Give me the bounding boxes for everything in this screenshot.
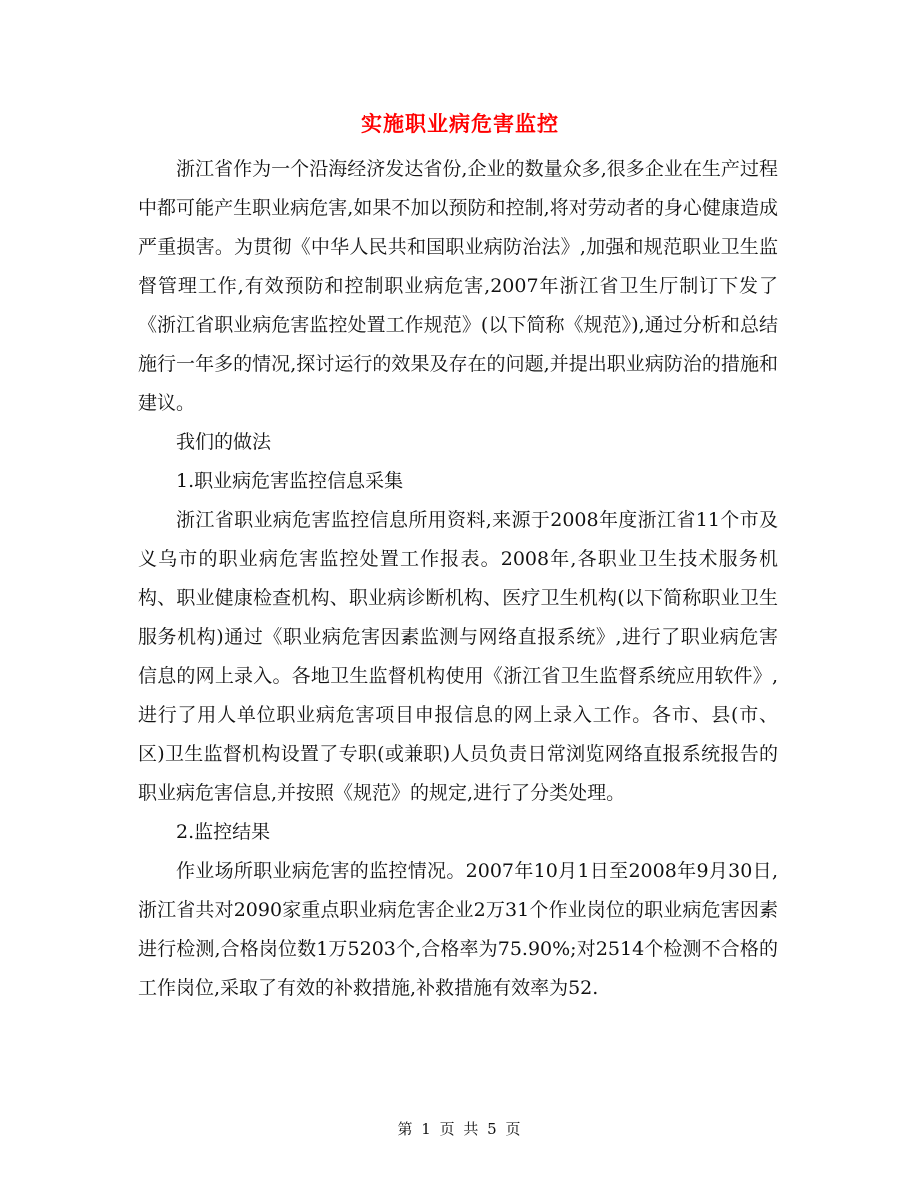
subsection-heading-info-collection: 1.职业病危害监控信息采集 [176, 470, 404, 492]
paragraph-intro: 浙江省作为一个沿海经济发达省份,企业的数量众多,很多企业在生产过程中都可能产生职业病危害,如果不加以预防和控制,将对劳动者的身心健康造成严重损害。为贯彻《中华人民共和国职业病防治法》,加强和规范职业卫生监督管理工作,有效预防和控制职业病危害,2007年浙江省卫生厅制订下发了《浙江省职业病危害监控处置工作规范》(以下简称《规范》),通过分析和总结施行一年多的情况,探讨运行的效果及存在的问题,并提出职业病防治的措施和建议。 [138, 158, 778, 414]
section-heading-approach: 我们的做法 [176, 431, 272, 453]
page-number-footer: 第 1 页 共 5 页 [397, 1120, 523, 1138]
document-body [138, 150, 778, 1008]
subsection-heading-results: 2.监控结果 [176, 821, 271, 843]
document-title: 实施职业病危害监控 [361, 111, 559, 136]
paragraph-results: 作业场所职业病危害的监控情况。2007年10月1日至2008年9月30日,浙江省共对2090家重点职业病危害企业2万31个作业岗位的职业病危害因素进行检测,合格岗位数1万5203个,合格率为75.90%;对2514个检测不合格的工作岗位,采取了有效的补救措施,补救措施有效率为52. [138, 860, 778, 999]
paragraph-info-collection: 浙江省职业病危害监控信息所用资料,来源于2008年度浙江省11个市及义乌市的职业病危害监控处置工作报表。2008年,各职业卫生技术服务机构、职业健康检查机构、职业病诊断机构、医疗卫生机构(以下简称职业卫生服务机构)通过《职业病危害因素监测与网络直报系统》,进行了职业病危害信息的网上录入。各地卫生监督机构使用《浙江省卫生监督系统应用软件》,进行了用人单位职业病危害项目申报信息的网上录入工作。各市、县(市、区)卫生监督机构设置了专职(或兼职)人员负责日常浏览网络直报系统报告的职业病危害信息,并按照《规范》的规定,进行了分类处理。 [138, 509, 778, 804]
